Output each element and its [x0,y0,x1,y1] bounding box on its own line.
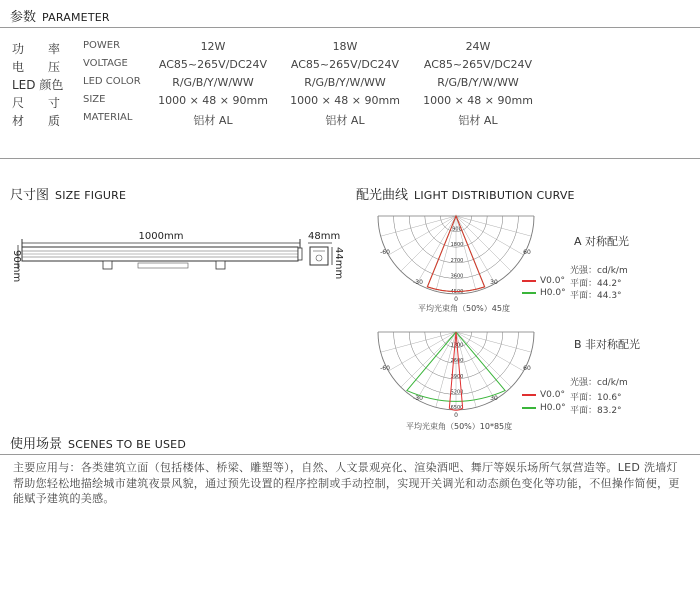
polar-spoke [456,216,531,236]
angle-label-left-60: -60 [380,249,390,256]
param-label-en: SIZE [83,94,106,105]
polar-spoke [401,332,456,387]
size-figure-title-cn: 尺寸图 [10,188,50,203]
param-value: R/G/B/Y/W/WW [304,76,386,89]
param-value: 1000 × 48 × 90mm [290,94,400,107]
param-value-12w: 12W [200,40,226,53]
size-figure-drawing [8,225,348,285]
polar-spoke [456,216,511,271]
chart-b-legend-v0 [522,390,565,400]
param-value-24w: 24W [465,40,491,53]
polar-spoke [388,216,456,255]
angle-label-left-30: -30 [413,395,423,402]
chart-a-unit: 光强：cd/k/m [570,266,628,276]
param-label-cn: 电 压 [12,60,61,74]
parameter-bottom-divider [0,158,700,159]
mount-bracket [216,261,225,269]
red-swatch [522,394,536,396]
angle-label-left-30: -30 [413,279,423,286]
light-curve-chart-b [376,328,536,418]
height-dimension-label: 90mm [11,250,22,283]
angle-label-center: 0 [454,296,458,302]
param-row-material [0,112,700,130]
size-figure-title-en: SIZE FIGURE [55,189,127,202]
chart-a-legend-h0 [522,288,566,298]
chart-a-h-plane: 平面：44.3° [570,291,622,301]
light-curve-title-cn: 配光曲线 [356,188,409,203]
legend-h0-label: H0.0° [540,403,566,413]
legend-v0-label: V0.0° [540,390,565,400]
scenes-title-cn: 使用场景 [10,437,63,452]
chart-b-legend-h0 [522,403,566,413]
param-label-en: MATERIAL [83,112,133,123]
angle-label-left-60: -60 [380,365,390,372]
scenes-title [10,433,186,452]
fixture-side-view [310,247,328,265]
angle-label-right-60: 60 [523,249,531,256]
param-value: R/G/B/Y/W/WW [437,76,519,89]
param-label-cn: 尺 寸 [12,96,61,110]
param-label-cn: 功 率 [12,42,61,56]
ring-value-label: 1300 [450,342,464,349]
chart-b-unit: 光强：cd/k/m [570,378,628,388]
param-value: 铝材 AL [193,114,233,127]
scenes-title-en: SCENES TO BE USED [68,438,187,451]
width-dimension-label: 48mm [308,231,341,242]
parameter-title-cn: 参数 [10,10,37,25]
size-figure-title [10,184,126,203]
ring-value-label: 900 [452,226,462,233]
green-swatch [522,407,536,409]
chart-a-legend-v0 [522,276,565,286]
param-value: 1000 × 48 × 90mm [158,94,268,107]
param-value: AC85~265V/DC24V [158,58,268,71]
param-row-led-color [0,76,700,94]
parameter-title-en: PARAMETER [42,11,110,24]
light-curve-chart-a [376,212,536,302]
param-value: AC85~265V/DC24V [423,58,533,71]
ring-value-label: 6500 [450,405,464,411]
ring-value-label: 2700 [450,257,464,264]
scenes-body: 主要应用与：各类建筑立面（包括楼体、桥梁、雕塑等），自然、人文景观亮化、渲染酒吧、舞厅等娱乐场所气氛营造等。LED 洗墙灯帮助您轻松地描绘城市建筑夜景风貌，通过预先设置的程序控制或手动控制，实现开关调光和动态颜色变化等功能，不但操作简便，更能赋予建筑的美感。 [13,461,680,505]
polar-spoke [456,332,531,352]
depth-dimension-label: 44mm [333,247,344,280]
param-value-18w: 18W [332,40,358,53]
ring-value-label: 1800 [450,242,464,249]
chart-b-heading: B 非对称配光 [574,338,641,351]
chart-b-v-plane: 平面：10.6° [570,393,622,403]
param-label-cn: LED 颜色 [12,78,64,92]
legend-v0-label: V0.0° [540,276,565,286]
param-label-en: LED COLOR [83,76,141,87]
polar-spoke [456,216,524,255]
ring-value-label: 3600 [450,273,464,280]
ring-value-label: 3900 [450,373,464,380]
chart-a-heading: A 对称配光 [574,235,630,248]
parameter-divider [0,27,700,28]
length-dimension-label: 1000mm [138,231,184,242]
angle-label-right-60: 60 [523,365,531,372]
param-value: R/G/B/Y/W/WW [172,76,254,89]
param-value: 1000 × 48 × 90mm [423,94,533,107]
param-value: 铝材 AL [458,114,498,127]
param-row-size [0,94,700,112]
light-curve-title-en: LIGHT DISTRIBUTION CURVE [414,189,575,202]
scenes-divider [0,454,700,455]
param-label-en: VOLTAGE [83,58,128,69]
chart-b-caption: 平均光束角（50%）10*85度 [406,422,513,431]
chart-a-caption: 平均光束角（50%）45度 [418,304,510,313]
polar-spoke [456,332,511,387]
polar-spoke [401,216,456,271]
angle-label-right-30: 30 [490,395,498,402]
chart-b-h-plane: 平面：83.2° [570,406,622,416]
polar-spoke [381,332,456,352]
param-row-voltage [0,58,700,76]
ring-value-label: 5200 [450,389,464,396]
light-curve-title [356,184,575,203]
red-swatch [522,280,536,282]
green-swatch [522,292,536,294]
angle-label-center: 0 [454,412,458,418]
legend-h0-label: H0.0° [540,288,566,298]
ring-value-label: 2600 [450,358,464,365]
mount-bracket [103,261,112,269]
param-label-en: POWER [83,40,121,51]
ring-value-label: 4500 [450,289,464,295]
angle-label-right-30: 30 [490,279,498,286]
parameter-title [10,6,110,25]
param-value: 铝材 AL [325,114,365,127]
param-row-power [0,40,700,58]
polar-spoke [456,332,524,371]
param-label-cn: 材 质 [12,114,61,128]
chart-a-v-plane: 平面：44.2° [570,279,622,289]
param-value: AC85~265V/DC24V [290,58,400,71]
polar-spoke [381,216,456,236]
polar-spoke [388,332,456,371]
